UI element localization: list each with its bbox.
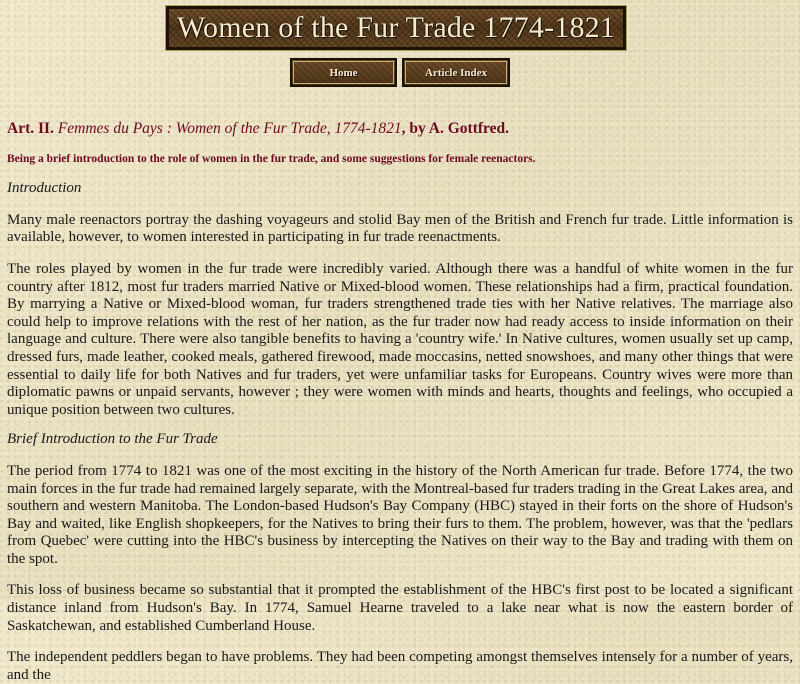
site-banner <box>166 6 626 50</box>
paragraph: The roles played by women in the fur trade were incredibly varied. Although there was a handful of white women in the fur country after 1812, most fur traders married Native or Mixed-blood women. These relationships had a firm, practical foundation. By marrying a Native or Mixed-blood woman, fur traders strengthened trade ties with her Native relatives. The marriage also could help to improve relations with the rest of her nation, as the fur trader now had ready access to inside information on their language and culture. There were also tangible benefits to having a 'country wife.' In Native cultures, women usually set up camp, dressed furs, made leather, cooked meals, gathered firewood, made moccasins, netted snowshoes, and many other things that were essential to daily life for both Natives and fur traders, yet were unfamiliar tasks for Europeans. Country wives were more than diplomatic pawns or unpaid servants, however ; they were women with minds and hearts, thoughts and feelings, who occupied a unique position between two cultures. <box>7 260 793 418</box>
paragraph: This loss of business became so substantial that it prompted the establishment of the HBC's first post to be located a significant distance inland from Hudson's Bay. In 1774, Samuel Hearne traveled to a lake near what is now the eastern border of Saskatchewan, and established Cumberland House. <box>7 582 793 634</box>
section-heading-introduction: Introduction <box>7 180 82 197</box>
paragraph: The period from 1774 to 1821 was one of the most exciting in the history of the North American fur trade. Before 1774, the two main forces in the fur trade had remained largely separate, with the Montreal-based fur traders trading in the Great Lakes area, and southern and western Manitoba. The London-based Hudson's Bay Company (HBC) stayed in their forts on the shore of Hudson's Bay and waited, like English shopkeepers, for the Natives to bring their furs to them. The problem, however, was that the 'pedlars from Quebec' were cutting into the HBC's business by intercepting the Natives on their way to the Bay and trading with them on the spot. <box>7 462 793 567</box>
paragraph: The independent peddlers began to have problems. They had been competing amongst themselves intensely for a number of years, and the <box>7 649 793 683</box>
site-title: Women of the Fur Trade 1774-1821 <box>176 11 616 44</box>
article-byline: , by A. Gottfred. <box>401 120 510 137</box>
paragraph: Many male reenactors portray the dashing voyageurs and stolid Bay men of the British and French fur trade. Little information is available, however, to women interested in participating in fur trade reenactments. <box>7 211 793 246</box>
article-index-button[interactable]: Article Index <box>402 58 510 87</box>
home-button[interactable]: Home <box>290 58 397 87</box>
article-subtitle: Being a brief introduction to the role of women in the fur trade, and some suggestions for female reenactors. <box>7 152 536 165</box>
article-content <box>7 120 793 684</box>
article-title <box>7 120 793 138</box>
article-title-italic: Femmes du Pays : Women of the Fur Trade, 1774-1821 <box>57 120 402 137</box>
article-prefix: Art. II. <box>7 120 54 137</box>
section-heading-brief-introduction: Brief Introduction to the Fur Trade <box>7 431 218 448</box>
